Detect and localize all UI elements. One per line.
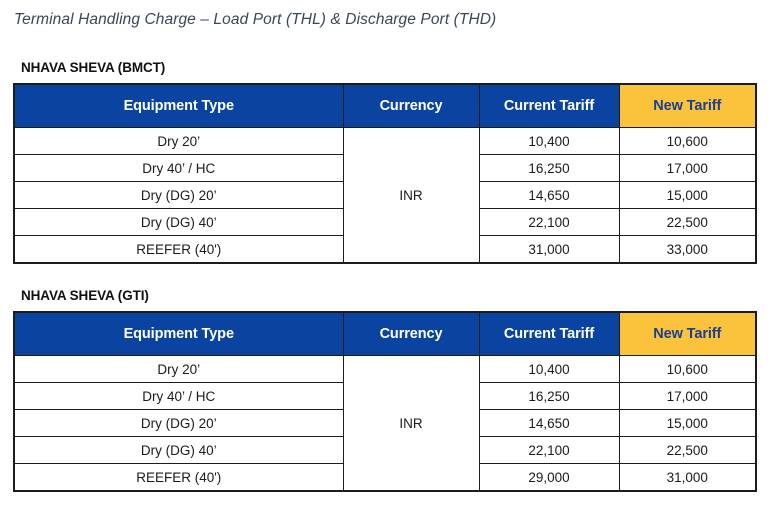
header-row <box>14 312 756 356</box>
column-header-equipment-type: Equipment Type <box>14 84 343 128</box>
cell-equipment-type: Dry (DG) 20’ <box>14 410 343 437</box>
table-header-bmct <box>14 84 756 128</box>
cell-currency: INR <box>343 128 479 264</box>
column-header-current-tariff: Current Tariff <box>479 84 619 128</box>
cell-new-tariff: 10,600 <box>619 356 756 383</box>
cell-new-tariff: 15,000 <box>619 410 756 437</box>
tariff-table-gti <box>13 311 757 492</box>
cell-new-tariff: 17,000 <box>619 383 756 410</box>
cell-current-tariff: 16,250 <box>479 155 619 182</box>
cell-new-tariff: 10,600 <box>619 128 756 155</box>
cell-equipment-type: Dry 20’ <box>14 356 343 383</box>
column-header-new-tariff: New Tariff <box>619 84 756 128</box>
column-header-new-tariff: New Tariff <box>619 312 756 356</box>
cell-current-tariff: 29,000 <box>479 464 619 492</box>
table-body-bmct <box>14 128 756 264</box>
section-heading-bmct: NHAVA SHEVA (BMCT) <box>21 60 166 75</box>
tariff-section-bmct <box>13 60 755 264</box>
cell-current-tariff: 10,400 <box>479 128 619 155</box>
cell-equipment-type: Dry (DG) 40’ <box>14 437 343 464</box>
cell-currency: INR <box>343 356 479 492</box>
cell-equipment-type: Dry 40’ / HC <box>14 383 343 410</box>
section-heading-gti: NHAVA SHEVA (GTI) <box>21 288 149 303</box>
column-header-currency: Currency <box>343 312 479 356</box>
cell-current-tariff: 10,400 <box>479 356 619 383</box>
table-header-gti <box>14 312 756 356</box>
column-header-equipment-type: Equipment Type <box>14 312 343 356</box>
cell-new-tariff: 33,000 <box>619 236 756 264</box>
cell-equipment-type: REEFER (40') <box>14 236 343 264</box>
column-header-current-tariff: Current Tariff <box>479 312 619 356</box>
cell-new-tariff: 22,500 <box>619 209 756 236</box>
cell-equipment-type: REEFER (40') <box>14 464 343 492</box>
table-row <box>14 356 756 383</box>
cell-new-tariff: 15,000 <box>619 182 756 209</box>
cell-equipment-type: Dry 20’ <box>14 128 343 155</box>
page-title: Terminal Handling Charge – Load Port (THL) & Discharge Port (THD) <box>14 11 497 28</box>
cell-current-tariff: 31,000 <box>479 236 619 264</box>
cell-current-tariff: 14,650 <box>479 410 619 437</box>
cell-new-tariff: 17,000 <box>619 155 756 182</box>
column-header-currency: Currency <box>343 84 479 128</box>
cell-current-tariff: 16,250 <box>479 383 619 410</box>
header-row <box>14 84 756 128</box>
cell-new-tariff: 31,000 <box>619 464 756 492</box>
cell-equipment-type: Dry (DG) 20’ <box>14 182 343 209</box>
cell-equipment-type: Dry 40’ / HC <box>14 155 343 182</box>
tariff-table-bmct <box>13 83 757 264</box>
table-row <box>14 128 756 155</box>
cell-new-tariff: 22,500 <box>619 437 756 464</box>
table-body-gti <box>14 356 756 492</box>
cell-current-tariff: 22,100 <box>479 209 619 236</box>
tariff-section-gti <box>13 288 755 492</box>
cell-equipment-type: Dry (DG) 40’ <box>14 209 343 236</box>
cell-current-tariff: 14,650 <box>479 182 619 209</box>
cell-current-tariff: 22,100 <box>479 437 619 464</box>
